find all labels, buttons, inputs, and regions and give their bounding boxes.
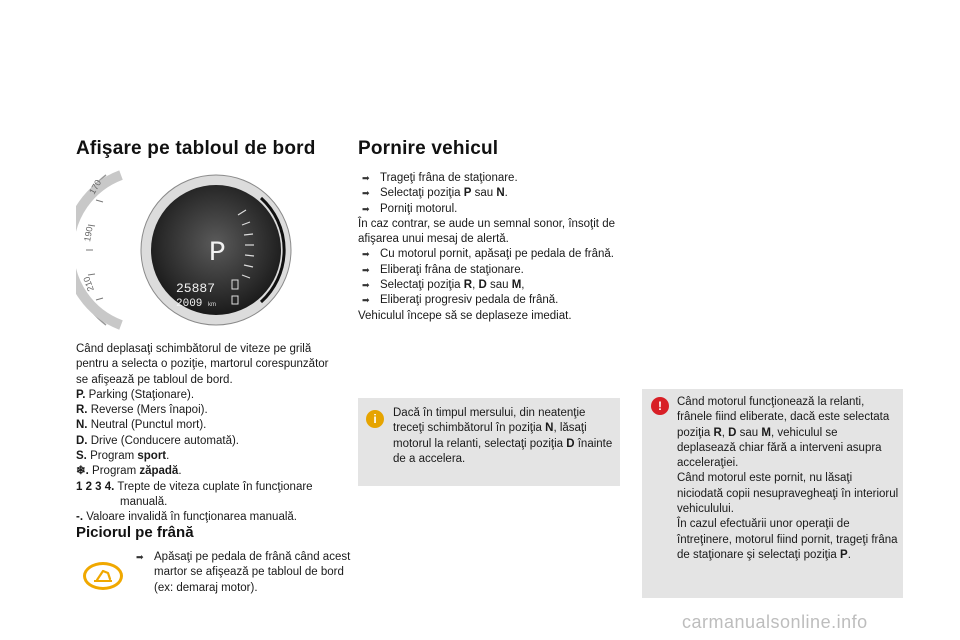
watermark: carmanualsonline.info [682,612,868,632]
gear-item-n: N. Neutral (Punctul mort). [76,419,207,432]
svg-text:210: 210 [81,275,96,293]
bullet-icon: ➡ [362,280,370,291]
bullet-icon: ➡ [362,295,370,306]
alert-note: În caz contrar, se aude un semnal sonor, însoţit de afişarea unui mesaj de alertă. [358,217,615,246]
svg-text:170: 170 [87,177,104,196]
step-select-p-n: ➡ Selectaţi poziţia P sau N. [358,186,628,201]
brake-instruction: ➡ Apăsaţi pe pedala de frână când acest martor se afişează pe tabloul de bord (ex: demaraj motor). [136,551,351,594]
step-start-engine: ➡ Porniţi motorul. [358,202,628,217]
step-release-parking: ➡ Eliberaţi frâna de staţionare. [358,263,628,278]
gear-item-d: D. Drive (Conducere automată). [76,434,239,447]
warning-children: Când motorul este pornit, nu lăsaţi niciodată copii nesupravegheaţi în interiorul vehiculului. [677,472,899,516]
section-title-start: Pornire vehicul [358,138,499,159]
gear-item-manual: 1 2 3 4. Trepte de viteza cuplate în funcţionare manuală. [76,480,313,508]
bullet-icon: ➡ [362,203,370,214]
gear-item-p: P. Parking (Staţionare). [76,388,195,401]
bullet-icon: ➡ [362,173,370,183]
info-text: Dacă în timpul mersului, din neatenţie treceţi schimbătorul în poziţia N, lăsaţi motorul la relanti, selectaţi poziţia D înainte de a accelera. [393,407,613,465]
warning-icon: ! [651,397,669,415]
svg-text:2009: 2009 [176,298,203,310]
svg-text:25887: 25887 [176,281,216,296]
gear-item-snow: ❄. Program zăpadă. [76,465,182,478]
info-box [358,398,620,486]
warning-maintenance: În cazul efectuării unor operaţii de întreţinere, motorul fiind pornit, trageţi frâna de staţionare şi selectaţi poziţia P. [677,518,898,561]
gear-list [76,388,334,526]
bullet-icon: ➡ [362,249,370,260]
section-title-brake: Piciorul pe frână [76,524,194,541]
step-select-rdm: ➡ Selectaţi poziţia R, D sau M, [358,278,628,293]
step-press-brake: ➡ Cu motorul pornit, apăsaţi pe pedala de frână. [358,247,628,262]
gear-item-invalid: -. Valoare invalidă în funcţionarea manuală. [76,511,297,524]
dashboard-intro: Când deplasaţi schimbătorul de viteze pe grilă pentru a selecta o poziţie, martorul corespunzător se afişează pe tabloul de bord. [76,343,329,386]
foot-on-brake-icon [83,562,123,590]
section-title-dashboard: Afişare pe tabloul de bord [76,138,316,159]
bullet-icon: ➡ [362,188,370,199]
dashboard-illustration [76,170,326,330]
step-parking-brake: ➡ Trageţi frâna de staţionare. [358,171,628,186]
svg-text:190: 190 [82,225,95,243]
step-release-brake: ➡ Eliberaţi progresiv pedala de frână. [358,293,628,308]
info-icon: i [366,410,384,428]
gear-indicator: P [209,238,226,269]
warning-box [642,389,903,598]
dashboard-description [76,342,334,526]
svg-text:km: km [208,302,216,308]
bullet-icon: ➡ [136,552,144,562]
warning-text [677,395,899,563]
warning-idle: Când motorul funcţionează la relanti, frânele fiind eliberate, dacă este selectata poziţia R, D sau M, vehiculul se deplasează chiar fără a interveni asupra acceleraţiei. [677,396,890,470]
gear-item-s: S. Program sport. [76,450,170,463]
start-procedure [358,171,628,324]
vehicle-moves-note: Vehiculul începe să se deplaseze imediat. [358,309,572,322]
gear-item-r: R. Reverse (Mers înapoi). [76,404,208,417]
bullet-icon: ➡ [362,264,370,275]
